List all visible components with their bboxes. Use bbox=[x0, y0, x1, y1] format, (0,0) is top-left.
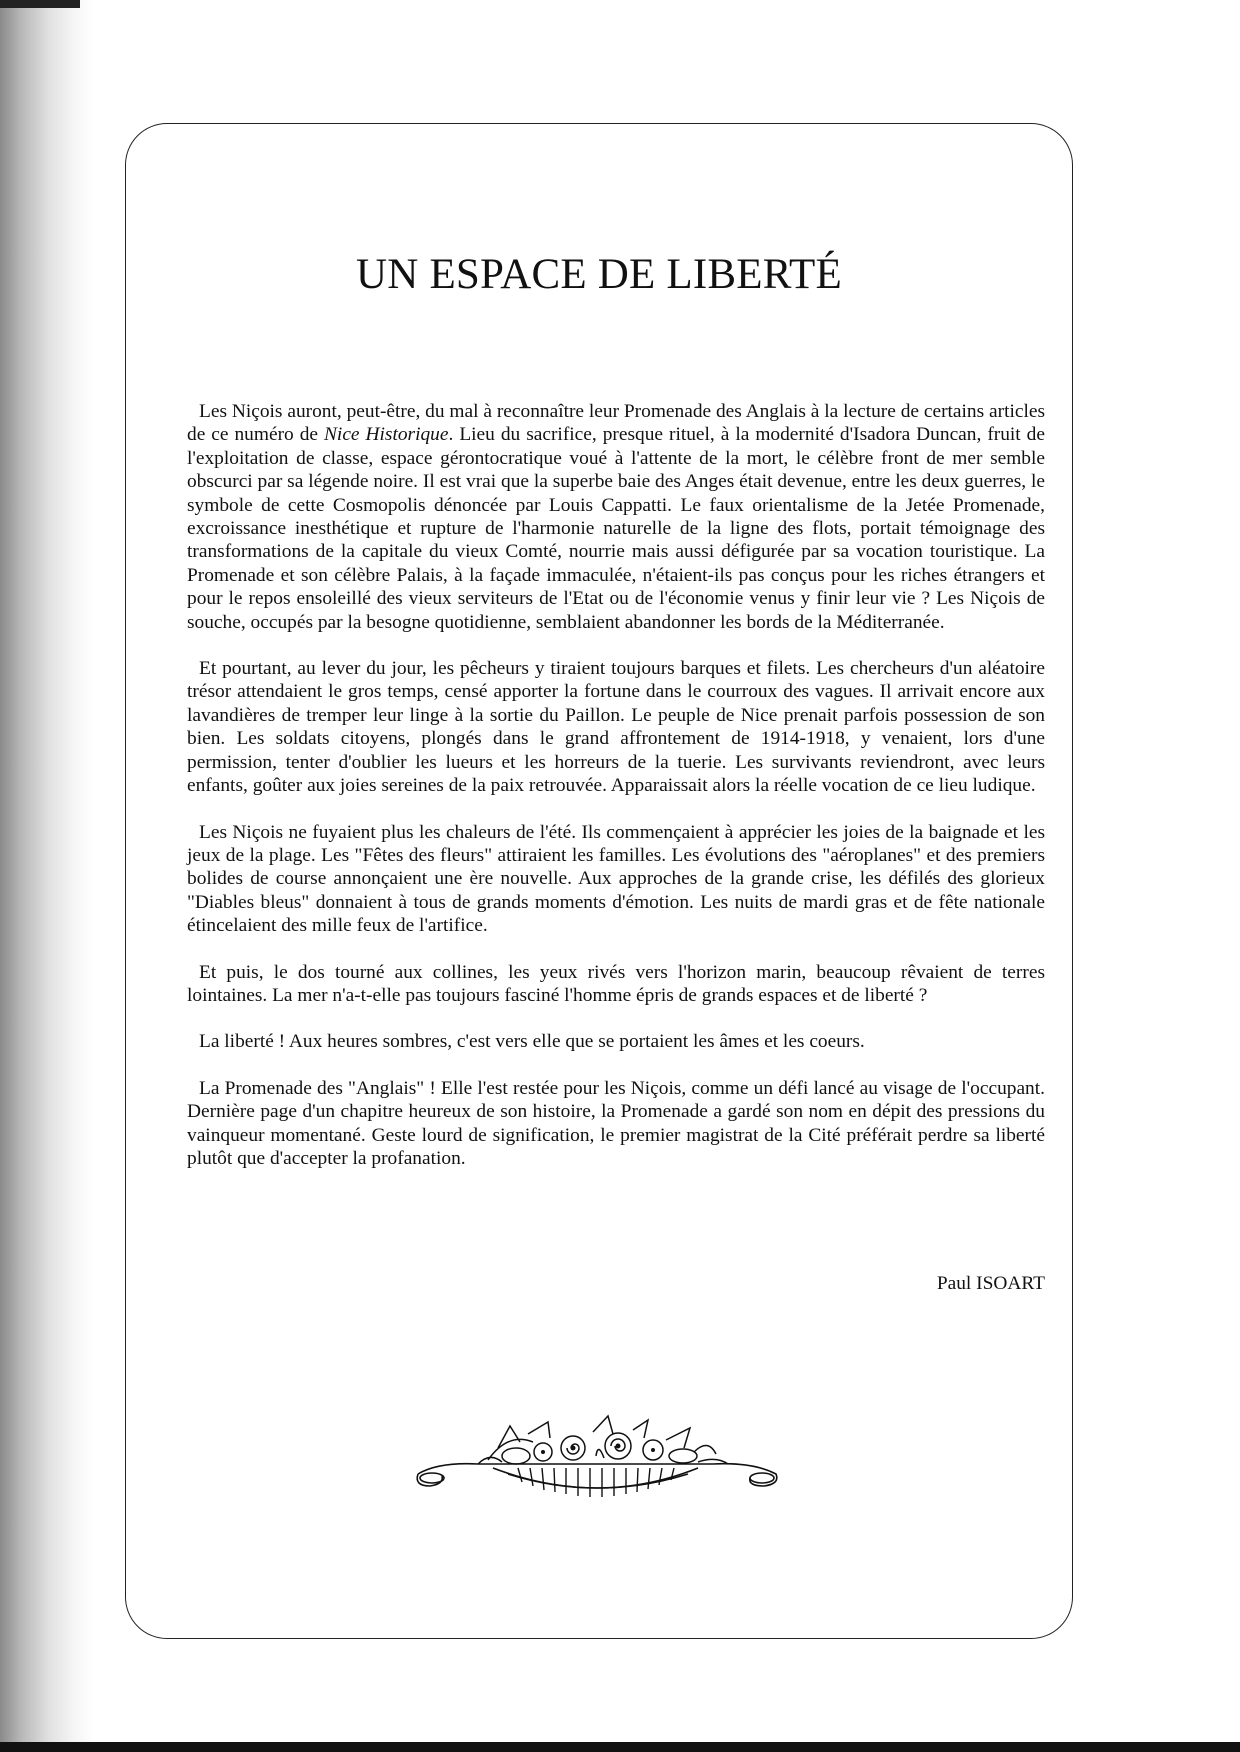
article-paragraph-4: Et puis, le dos tourné aux collines, les yeux rivés vers l'horizon marin, beaucoup rêvaient de terres lointaines. La mer n'a-t-elle pas toujours fasciné l'homme épris de grands espaces et de liberté ? bbox=[187, 961, 1045, 1006]
article-body bbox=[187, 400, 1045, 1193]
floral-basket-icon bbox=[398, 1412, 793, 1508]
journal-title: Nice Historique bbox=[324, 424, 449, 446]
page-top-edge bbox=[0, 0, 80, 8]
page-binding-shadow bbox=[0, 0, 95, 1752]
paragraph-1-text-end: . Lieu du sacrifice, presque rituel, à la modernité d'Isadora Duncan, fruit de l'exploitation de classe, espace gérontocratique voué à l'attente de la mort, le célèbre front de mer semble obscurci par sa légende noire. Il est vrai que la superbe baie des Anges était devenue, entre les deux guerres, le symbole de cette Cosmopolis dénoncée par Louis Cappatti. Le faux orientalisme de la Jetée Promenade, excroissance inesthétique et rupture de l'harmonie naturelle de la ligne des flots, portait témoignage des transformations de la capitale du vieux Comté, nourrie mais aussi défigurée par sa vocation touristique. La Promenade et son célèbre Palais, à la façade immaculée, n'étaient-ils pas conçus pour les riches étrangers et pour le repos ensoleillé des vieux serviteurs de l'Etat ou de l'économie venus y finir leur vie ? Les Niçois de souche, occupés par la besogne quotidienne, semblaient abandonner les bords de la Méditerranée. bbox=[187, 424, 1045, 633]
author-signature: Paul ISOART bbox=[936, 1273, 1045, 1294]
article-paragraph-5: La liberté ! Aux heures sombres, c'est vers elle que se portaient les âmes et les coeurs. bbox=[199, 1031, 865, 1053]
article-paragraph-6: La Promenade des "Anglais" ! Elle l'est restée pour les Niçois, comme un défi lancé au visage de l'occupant. Dernière page d'un chapitre heureux de son histoire, la Promenade a gardé son nom en dépit des pressions du vainqueur momentané. Geste lourd de signification, le premier magistrat de la Cité préférait perdre sa liberté plutôt que d'accepter la profanation. bbox=[187, 1077, 1045, 1169]
page-bottom-edge bbox=[0, 1742, 1240, 1752]
article-paragraph-2: Et pourtant, au lever du jour, les pêcheurs y tiraient toujours barques et filets. Les chercheurs d'un aléatoire trésor attendaient le gros temps, censé apporter la fortune dans le courroux des vagues. Il arrivait encore aux lavandières de tremper leur linge à la sortie du Paillon. Le peuple de Nice prenait parfois possession de son bien. Les soldats citoyens, plongés dans le grand affrontement de 1914-1918, y venaient, lors d'une permission, tenter d'oublier les lueurs et les horreurs de la tuerie. Les survivants reviendront, avec leurs enfants, goûter aux joies sereines de la paix retrouvée. Apparaissait alors la réelle vocation de ce lieu ludique. bbox=[187, 658, 1045, 797]
article-title: UN ESPACE DE LIBERTÉ bbox=[356, 251, 842, 298]
article-paragraph-3: Les Niçois ne fuyaient plus les chaleurs de l'été. Ils commençaient à apprécier les joies de la baignade et les jeux de la plage. Les "Fêtes des fleurs" attiraient les familles. Les évolutions des "aéroplanes" et des premiers bolides de course annonçaient une ère nouvelle. Aux approches de la grande crise, les défilés des glorieux "Diables bleus" donnaient à tous de grands moments d'émotion. Les nuits de mardi gras et de fête nationale étincelaient des mille feux de l'artifice. bbox=[187, 821, 1045, 937]
paragraph-1-text-start: Les Niçois auront, peut-être, du mal à reconnaître leur Promenade des Anglais à la lecture de certains articles de ce numéro de bbox=[187, 401, 1045, 446]
article-paragraph-1 bbox=[187, 400, 1045, 634]
